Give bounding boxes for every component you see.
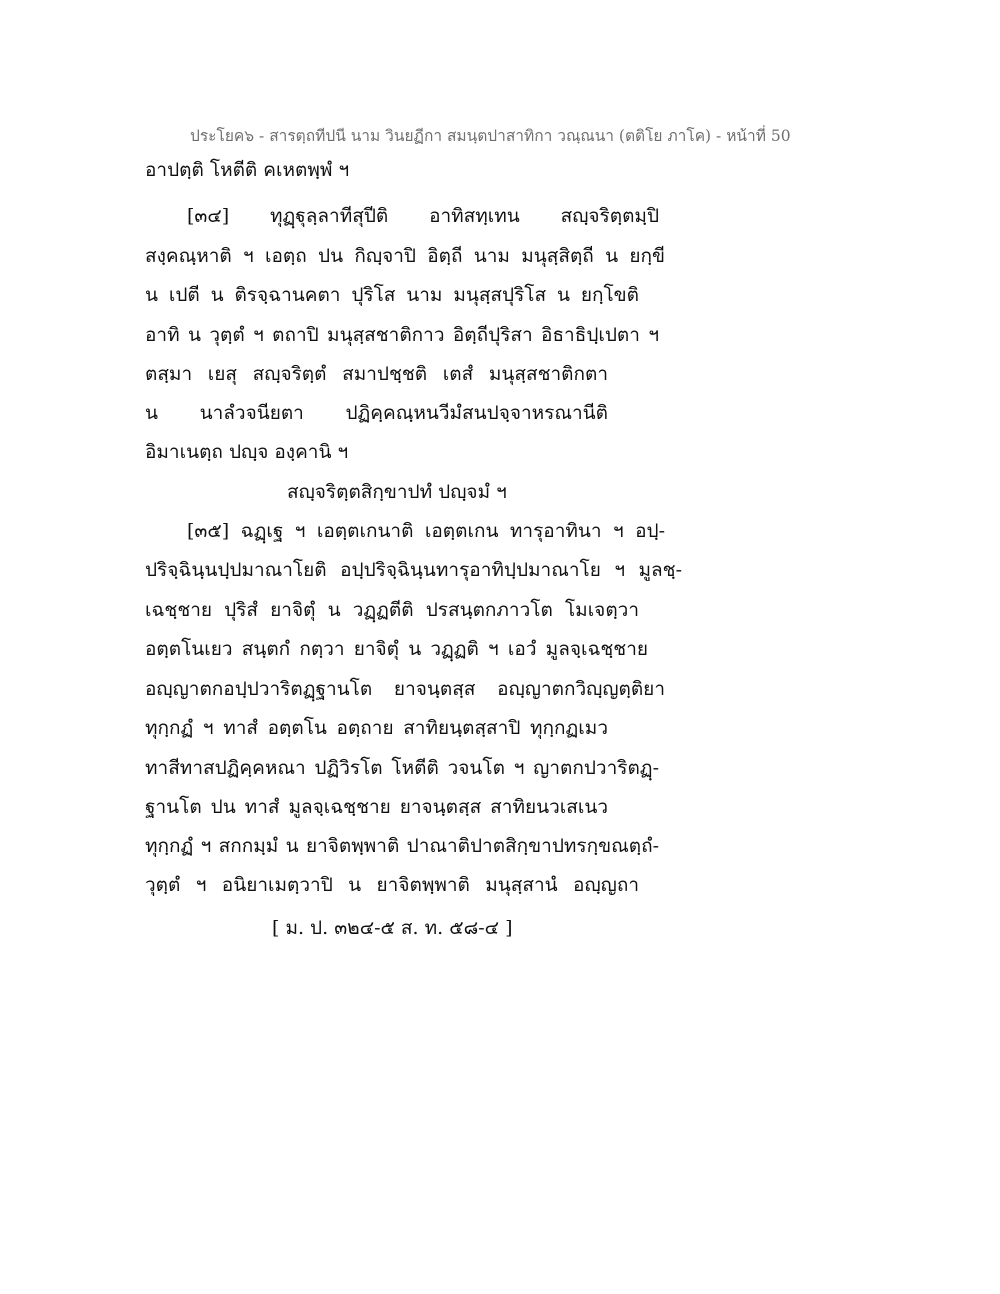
text-line: อาปตฺติ โหตีติ คเหตพฺพํ ฯ	[145, 159, 350, 181]
text-line: สงฺคณฺหาติ ฯ เอตฺถ ปน กิญฺจาปิ อิตฺถี นาม มนุสฺสิตฺถี น ยกฺขี	[145, 245, 665, 267]
page-header: ประโยค๖ - สารตฺถทีปนี นาม วินยฏีกา สมนฺตปาสาทิกา วณฺณนา (ตติโย ภาโค) - หน้าที่ 50	[190, 127, 791, 145]
text-line: ฐานโต ปน ทาสํ มูลจฺเฉชฺชาย ยาจนฺตสฺส สาทิยนวเสเนว	[145, 796, 608, 818]
text-line: อาทิ น วุตฺตํ ฯ ตถาปิ มนุสฺสชาติกาว อิตฺถีปุริสา อิธาธิปฺเปตา ฯ	[145, 324, 659, 346]
text-line: อญฺญาตกอปฺปวาริตฏฺฐานโต ยาจนฺตสฺส อญฺญาตกวิญฺญตฺติยา	[145, 678, 665, 700]
text-line: เฉชฺชาย ปุริสํ ยาจิตุํ น วฏฺฏตีติ ปรสนฺตกภาวโต โมเจตฺวา	[145, 599, 639, 621]
text-line: น เปตี น ติรจฺฉานคตา ปุริโส นาม มนุสฺสปุริโส น ยกฺโขติ	[145, 284, 639, 306]
section-heading: สญฺจริตฺตสิกฺขาปทํ ปญฺจมํ ฯ	[287, 481, 507, 503]
reference-citation: [ ม. ป. ๓๒๔-๕ ส. ท. ๕๘-๔ ]	[272, 917, 513, 939]
text-line: [๓๔] ทุฏฺฐุลฺลาทีสุปีติ อาทิสทฺเทน สญฺจริตฺตมฺปิ	[187, 205, 659, 227]
text-line: วุตฺตํ ฯ อนิยาเมตฺวาปิ น ยาจิตพฺพาติ มนุสฺสานํ อญฺญถา	[145, 874, 639, 896]
text-line: ทุกฺกฏํ ฯ ทาสํ อตฺตโน อตฺถาย สาทิยนฺตสฺสาปิ ทุกฺกฏเมว	[145, 717, 608, 739]
text-line: อิมาเนตฺถ ปญฺจ องฺคานิ ฯ	[145, 441, 349, 463]
text-line: อตฺตโนเยว สนฺตกํ กตฺวา ยาจิตุํ น วฏฺฏติ ฯ เอวํ มูลจฺเฉชฺชาย	[145, 638, 648, 660]
text-line: [๓๕] ฉฏฺเฐ ฯ เอตฺตเกนาติ เอตฺตเกน ทารุอาทินา ฯ อปฺ-	[187, 520, 665, 542]
text-line: ทาสีทาสปฏิคฺคหณา ปฏิวิรโต โหตีติ วจนโต ฯ ญาตกปวาริตฏฺ-	[145, 757, 659, 779]
text-line: น นาลํวจนียตา ปฏิคฺคณฺหนวีมํสนปจฺจาหรณานีติ	[145, 402, 608, 424]
text-line: ปริจฺฉินฺนปฺปมาณาโยติ อปฺปริจฺฉินฺนทารุอาทิปฺปมาณาโย ฯ มูลชฺ-	[145, 559, 682, 581]
text-line: ทุกฺกฏํ ฯ สกกมฺมํ น ยาจิตพฺพาติ ปาณาติปาตสิกฺขาปทรกฺขณตฺถํ-	[145, 835, 659, 857]
text-line: ตสฺมา เยสุ สญฺจริตฺตํ สมาปชฺชติ เตสํ มนุสฺสชาติกตา	[145, 363, 608, 385]
